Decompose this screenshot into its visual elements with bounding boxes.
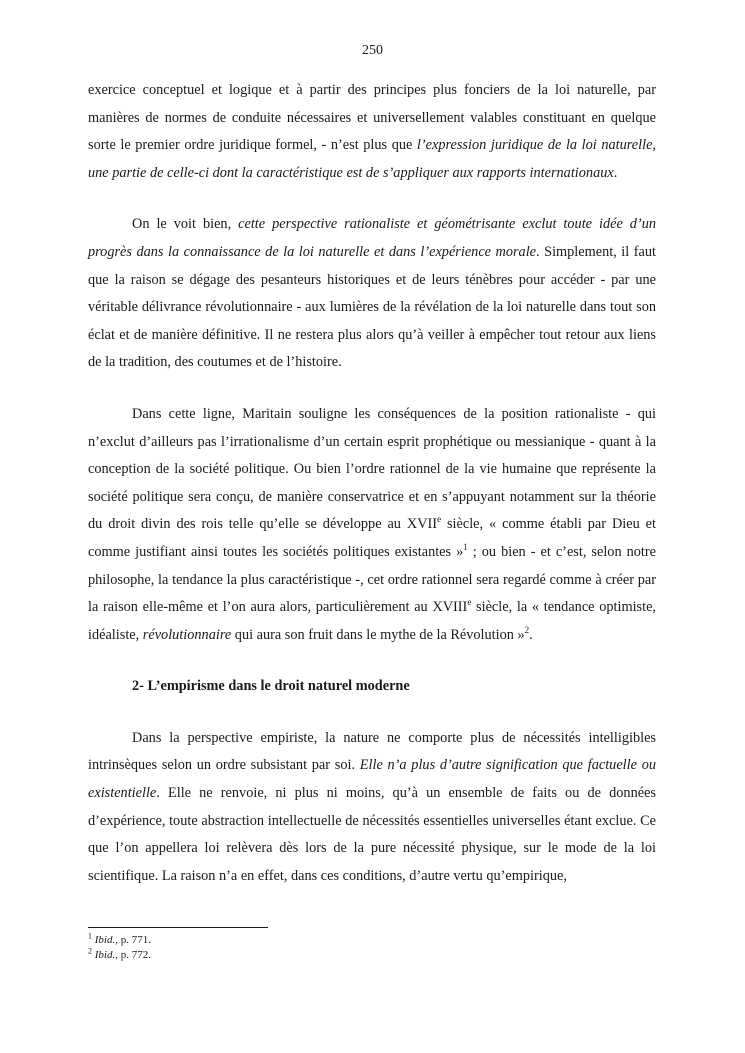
- footnote-ref: 2: [524, 624, 530, 635]
- footnote-1: [88, 933, 656, 948]
- italic-run: cette perspective rationaliste et géométrisante exclut toute idée d’un progrès dans la connaissance de la loi naturelle et dans l’expérience morale: [88, 216, 656, 260]
- text-run: ; ou bien - et c’est, selon notre philosophe, la tendance la plus caractéristique -, cet ordre rationnel sera regardé comme à créer par la raison elle-même et l’on aura alors, particulièrement au XVIII: [88, 543, 656, 616]
- text-run: . Elle ne renvoie, ni plus ni moins, qu’à un ensemble de faits ou de données d’expérience, toute abstraction intellectuelle de nécessités essentielles universelles étant exclue. Ce que l’on appellera loi relèvera dès lors de la pure nécessité physique, sur le mode de la loi scientifique. La raison n’a en effet, dans ces conditions, d’autre vertu qu’empirique,: [88, 785, 656, 884]
- italic-run: révolutionnaire: [142, 626, 232, 643]
- footnote-page: p. 772.: [117, 949, 151, 961]
- text-run: Dans cette ligne, Maritain souligne les conséquences de la position rationaliste - qui n’exclut d’ailleurs pas l’irrationalisme d’un certain esprit prophétique ou messianique - quant à la conception de la société politique. Ou bien l’ordre rationnel de la vie humaine que représente la société politique sera conçu, de manière conservatrice et en s’appuyant notamment sur la théorie du droit divin des rois telle qu’elle se développe au XVII: [88, 405, 656, 533]
- text-run: . Simplement, il faut que la raison se dégage des pesanteurs historiques et de leurs ténèbres pour accéder - par une véritable délivrance révolutionnaire - aux lumières de la révélation de la loi naturelle dans tout son éclat et de manière définitive. Il ne restera plus alors qu’à veiller à empêcher tout retour aux liens de la tradition, des coutumes et de l’histoire.: [88, 243, 656, 371]
- footnote-ref: 1: [463, 542, 468, 553]
- italic-run: l’expression juridique de la loi naturelle, une partie de celle-ci dont la caractéristique est de s’appliquer aux rapports internationaux: [88, 137, 656, 181]
- body-text: [88, 77, 656, 890]
- text-run: qui aura son fruit dans le mythe de la Révolution »: [231, 626, 525, 643]
- footnote-number: 1: [88, 931, 92, 941]
- paragraph-4: [88, 725, 656, 891]
- footnotes: [88, 933, 656, 963]
- footnote-2: [88, 948, 656, 963]
- footnote-source: Ibid.,: [94, 934, 118, 946]
- century-superscript: e: [437, 514, 442, 525]
- section-heading: 2- L’empirisme dans le droit naturel moderne: [132, 678, 410, 695]
- paragraph-1: [88, 77, 656, 187]
- paragraph-3: [88, 401, 656, 649]
- paragraph-2: [88, 211, 656, 377]
- footnote-separator: [88, 927, 268, 928]
- footnote-page: p. 771.: [117, 934, 151, 946]
- page-number: 250: [362, 43, 383, 58]
- italic-run: Elle n’a plus d’autre signification que factuelle ou existentielle: [88, 757, 656, 802]
- text-run: .: [613, 164, 618, 181]
- text-run: siècle, la « tendance optimiste, idéaliste,: [88, 599, 657, 643]
- text-run: exercice conceptuel et logique et à partir des principes plus fonciers de la loi naturelle, par manières de normes de conduite nécessaires et universellement valables constituant en quelque sorte le premier ordre juridique formel, - n’est plus que: [88, 82, 656, 154]
- text-run: On le voit bien,: [132, 216, 239, 233]
- text-run: Dans la perspective empiriste, la nature ne comporte plus de nécessités intelligibles intrinsèques selon un ordre subsistant par soi.: [88, 729, 656, 774]
- footnote-number: 2: [88, 946, 92, 956]
- century-superscript: e: [467, 597, 472, 608]
- text-run: siècle, « comme établi par Dieu et comme justifiant ainsi toutes les sociétés politiques existantes »: [88, 516, 656, 560]
- text-run: .: [529, 626, 533, 643]
- footnote-source: Ibid.,: [94, 949, 118, 961]
